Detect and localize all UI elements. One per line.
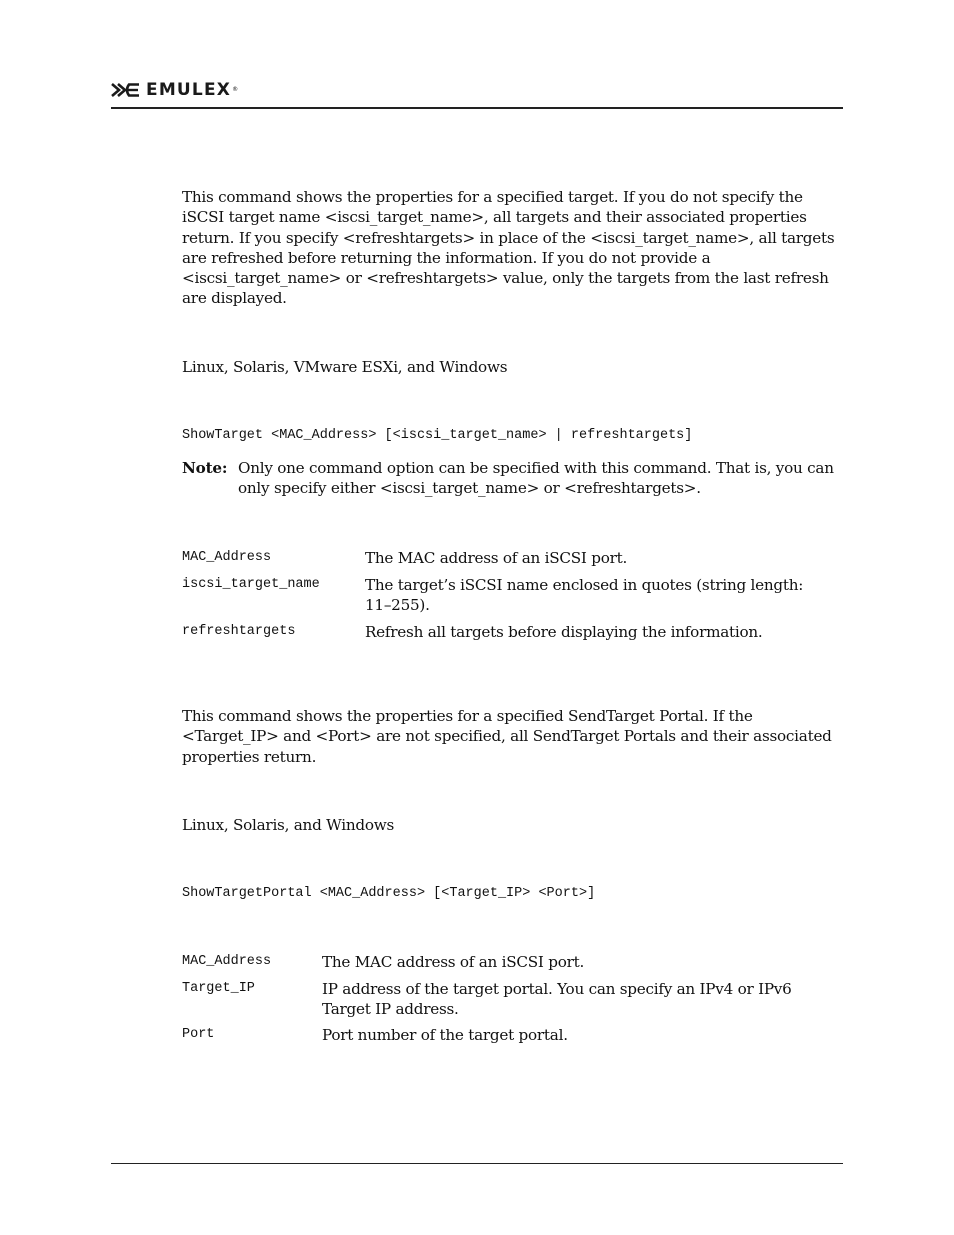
showtargetportal-syntax: ShowTargetPortal <MAC_Address> [<Target_IP> <Port>] (182, 886, 596, 901)
showtarget-note (182, 458, 844, 499)
parameter-row (182, 952, 844, 979)
parameter-description: The target’s iSCSI name enclosed in quotes (string length: 11–255). (365, 576, 804, 615)
showtarget-description: This command shows the properties for a specified target. If you do not specify the iSCSI target name <iscsi_target_name>, all targets and their associated properties return. If you specify <refreshtargets> in place of the <iscsi_target_name>, all targets are refreshed before returning the information. If you do not provide a <iscsi_target_name> or <refreshtargets> value, only the targets from the last refresh are displayed. (182, 188, 835, 308)
footer-rule (111, 1163, 843, 1164)
showtargetportal-supported-by: Linux, Solaris, and Windows (182, 816, 395, 834)
showtargetportal-description: This command shows the properties for a specified SendTarget Portal. If the <Target_IP> and <Port> are not specified, all SendTarget Portals and their associated properties return. (182, 707, 832, 766)
parameter-description: IP address of the target portal. You can specify an IPv4 or IPv6 Target IP address. (322, 980, 792, 1019)
parameter-name: MAC_Address (182, 550, 272, 565)
header-rule (111, 107, 843, 109)
parameter-name: Port (182, 1027, 215, 1042)
parameter-row (182, 548, 844, 575)
trademark-mark: ® (232, 86, 239, 93)
parameter-description: The MAC address of an iSCSI port. (365, 549, 628, 567)
note-text: Only one command option can be specified with this command. That is, you can only specify either <iscsi_target_name> or <refreshtargets>. (238, 459, 834, 498)
parameter-description: Port number of the target portal. (322, 1026, 568, 1044)
showtarget-supported-by: Linux, Solaris, VMware ESXi, and Windows (182, 358, 508, 376)
parameter-description: The MAC address of an iSCSI port. (322, 953, 585, 971)
showtarget-parameters (182, 548, 844, 642)
brand-name: EMULEX (146, 80, 232, 100)
emulex-logo (111, 79, 238, 101)
parameter-description: Refresh all targets before displaying the information. (365, 623, 763, 641)
parameter-name: iscsi_target_name (182, 577, 320, 592)
parameter-row (182, 622, 844, 642)
emulex-logo-icon (111, 82, 141, 98)
parameter-name: MAC_Address (182, 954, 272, 969)
parameter-row (182, 1025, 844, 1045)
showtargetportal-parameters (182, 952, 844, 1045)
parameter-name: Target_IP (182, 981, 255, 996)
note-label: Note: (182, 459, 228, 477)
parameter-name: refreshtargets (182, 624, 296, 639)
showtarget-syntax: ShowTarget <MAC_Address> [<iscsi_target_name> | refreshtargets] (182, 428, 693, 443)
parameter-row (182, 979, 844, 1025)
parameter-row (182, 575, 844, 622)
